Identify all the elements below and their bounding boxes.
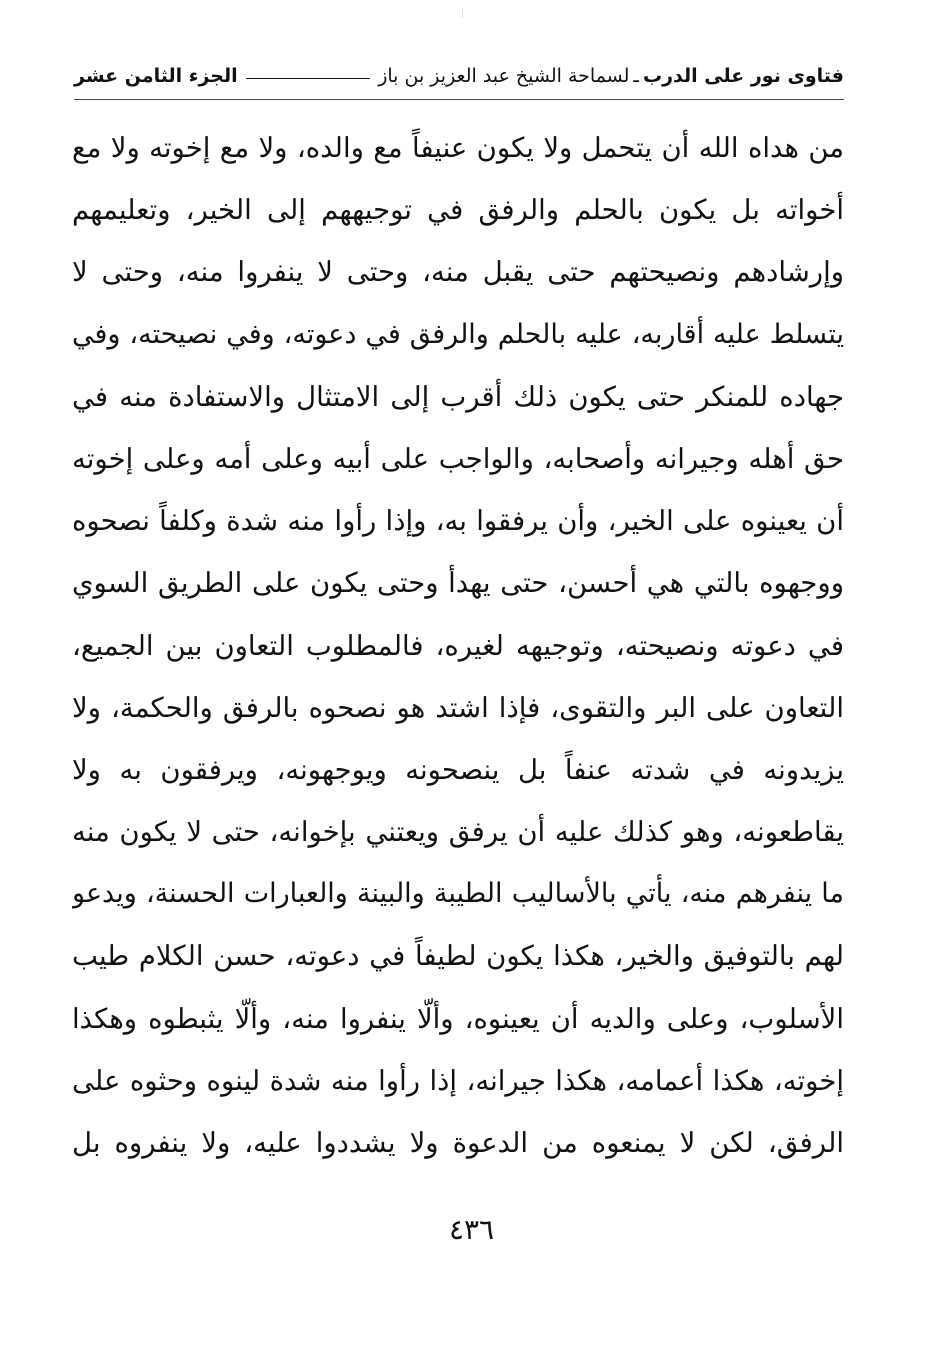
- text-line: حق أهله وجيرانه وأصحابه، والواجب على أبيه وعلى أمه وعلى إخوته: [72, 442, 844, 475]
- text-line: يزيدونه في شدته عنفاً بل ينصحونه ويوجهونه، ويرفقون به ولا: [72, 753, 844, 786]
- body-text: [72, 117, 844, 1174]
- text-line: الأسلوب، وعلى والديه أن يعينوه، وألّا ينفروا منه، وألّا يثبطوه وهكذا: [72, 1002, 844, 1035]
- text-line: من هداه الله أن يتحمل ولا يكون عنيفاً مع والده، ولا مع إخوته ولا مع: [72, 132, 844, 164]
- text-line: ووجهوه بالتي هي أحسن، حتى يهدأ وحتى يكون على الطريق السوي: [72, 567, 844, 600]
- text-line: إخوته، هكذا أعمامه، هكذا جيرانه، إذا رأوا منه شدة لينوه وحثوه على: [72, 1064, 844, 1097]
- volume-label: الجزء الثامن عشر: [74, 65, 238, 87]
- text-line: التعاون على البر والتقوى، فإذا اشتد هو نصحوه بالرفق والحكمة، ولا: [72, 691, 844, 724]
- header-divider: [74, 99, 844, 100]
- text-line: أخواته بل يكون بالحلم والرفق في توجيههم إلى الخير، وتعليمهم: [72, 194, 844, 227]
- text-line: ما ينفرهم منه، يأتي بالأساليب الطيبة والبينة والعبارات الحسنة، ويدعو: [72, 878, 844, 910]
- text-line: جهاده للمنكر حتى يكون ذلك أقرب إلى الامتثال والاستفادة منه في: [72, 380, 844, 413]
- header-separator: ـ: [633, 65, 639, 87]
- text-line: الرفق، لكن لا يمنعوه من الدعوة ولا يشددوا عليه، ولا ينفروه بل: [72, 1127, 844, 1159]
- page-number: ٤٣٦: [448, 1213, 495, 1246]
- book-title: فتاوى نور على الدرب: [643, 65, 844, 87]
- header-rule: [246, 66, 371, 79]
- running-header: [74, 58, 844, 94]
- text-line: يتسلط عليه أقاربه، عليه بالحلم والرفق في دعوته، وفي نصيحته، وفي: [72, 318, 844, 350]
- author-name: لسماحة الشيخ عبد العزيز بن باز: [378, 65, 630, 87]
- text-line: في دعوته ونصيحته، وتوجيهه لغيره، فالمطلوب التعاون بين الجميع،: [72, 629, 844, 662]
- text-line: لهم بالتوفيق والخير، هكذا يكون لطيفاً في دعوته، حسن الكلام طيب: [72, 940, 844, 973]
- scan-mark: [462, 8, 463, 18]
- text-line: أن يعينوه على الخير، وأن يرفقوا به، وإذا رأوا منه شدة وكلفاً نصحوه: [72, 505, 844, 538]
- text-line: يقاطعونه، وهو كذلك عليه أن يرفق ويعتني بإخوانه، حتى لا يكون منه: [72, 816, 844, 849]
- text-line: وإرشادهم ونصيحتهم حتى يقبل منه، وحتى لا ينفروا منه، وحتى لا: [72, 256, 844, 289]
